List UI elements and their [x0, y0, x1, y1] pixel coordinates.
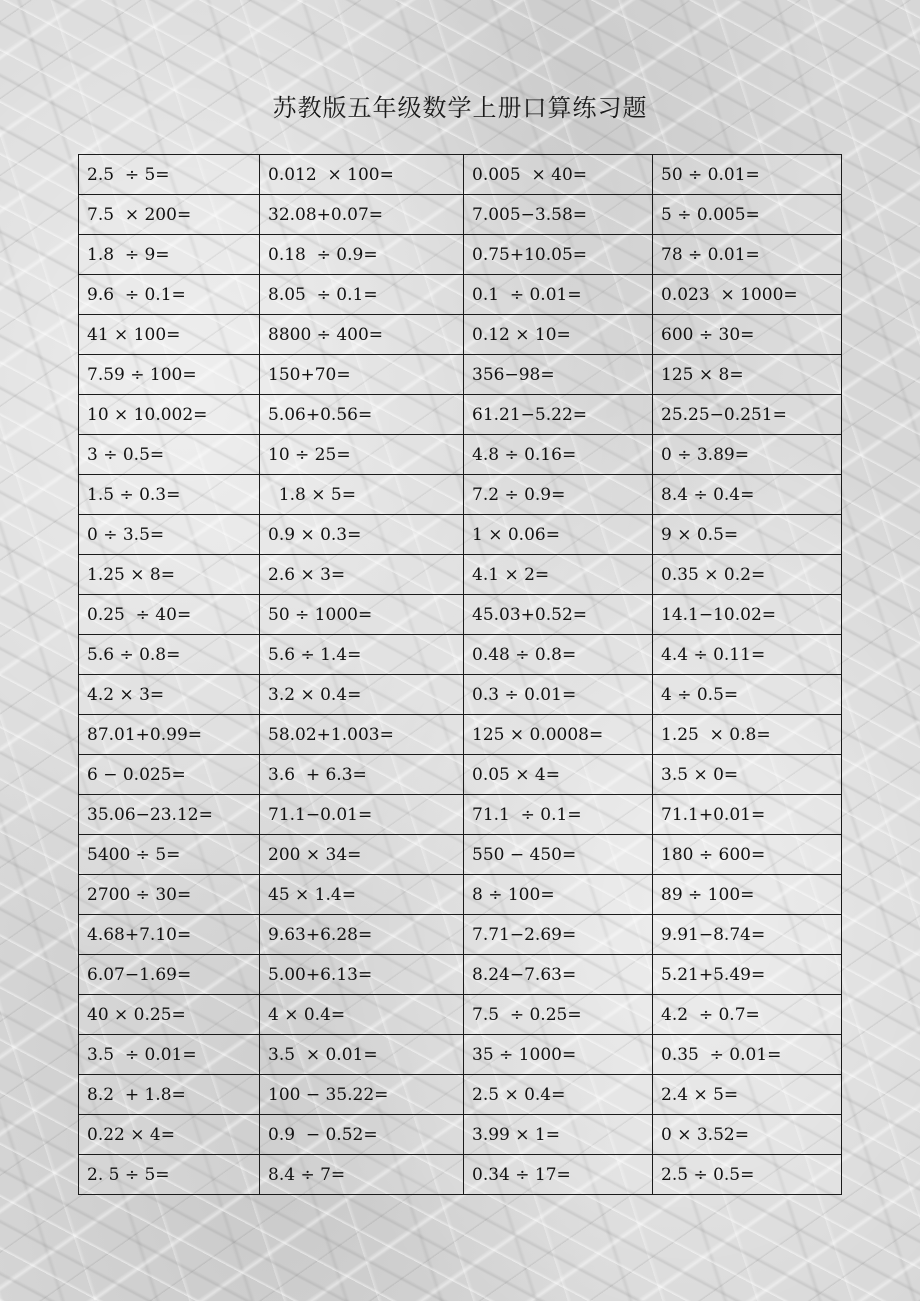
problem-cell: 4 × 0.4=	[260, 995, 464, 1035]
problem-cell: 41 × 100=	[79, 315, 260, 355]
problem-cell: 7.2 ÷ 0.9=	[464, 475, 653, 515]
problem-cell: 61.21−5.22=	[464, 395, 653, 435]
problem-cell: 0.25 ÷ 40=	[79, 595, 260, 635]
problem-cell: 25.25−0.251=	[653, 395, 842, 435]
problem-cell: 0.023 × 1000=	[653, 275, 842, 315]
problem-cell: 3.2 × 0.4=	[260, 675, 464, 715]
problem-cell: 7.5 ÷ 0.25=	[464, 995, 653, 1035]
table-row	[79, 915, 842, 955]
problem-cell: 3.99 × 1=	[464, 1115, 653, 1155]
problem-cell: 5 ÷ 0.005=	[653, 195, 842, 235]
problem-cell: 40 × 0.25=	[79, 995, 260, 1035]
problem-cell: 78 ÷ 0.01=	[653, 235, 842, 275]
arithmetic-table-body	[79, 155, 842, 1195]
problem-cell: 9 × 0.5=	[653, 515, 842, 555]
problem-cell: 8.2 + 1.8=	[79, 1075, 260, 1115]
problem-cell: 71.1+0.01=	[653, 795, 842, 835]
table-row	[79, 755, 842, 795]
problem-cell: 45 × 1.4=	[260, 875, 464, 915]
problem-cell: 5.6 ÷ 0.8=	[79, 635, 260, 675]
problem-cell: 0.9 − 0.52=	[260, 1115, 464, 1155]
problem-cell: 7.59 ÷ 100=	[79, 355, 260, 395]
problem-cell: 0 ÷ 3.5=	[79, 515, 260, 555]
problem-cell: 71.1 ÷ 0.1=	[464, 795, 653, 835]
problem-cell: 5400 ÷ 5=	[79, 835, 260, 875]
problem-cell: 0.005 × 40=	[464, 155, 653, 195]
problem-cell: 550 − 450=	[464, 835, 653, 875]
page-title: 苏教版五年级数学上册口算练习题	[272, 94, 648, 122]
problem-cell: 3.5 ÷ 0.01=	[79, 1035, 260, 1075]
table-row	[79, 515, 842, 555]
problem-cell: 180 ÷ 600=	[653, 835, 842, 875]
problem-cell: 2700 ÷ 30=	[79, 875, 260, 915]
problem-cell: 14.1−10.02=	[653, 595, 842, 635]
problem-cell: 8 ÷ 100=	[464, 875, 653, 915]
problem-cell: 7.5 × 200=	[79, 195, 260, 235]
problem-cell: 0.1 ÷ 0.01=	[464, 275, 653, 315]
problem-cell: 0.05 × 4=	[464, 755, 653, 795]
problem-cell: 2.5 × 0.4=	[464, 1075, 653, 1115]
problem-cell: 4 ÷ 0.5=	[653, 675, 842, 715]
problem-cell: 58.02+1.003=	[260, 715, 464, 755]
table-row	[79, 1115, 842, 1155]
problem-cell: 9.6 ÷ 0.1=	[79, 275, 260, 315]
problem-cell: 5.21+5.49=	[653, 955, 842, 995]
table-row	[79, 995, 842, 1035]
problem-cell: 89 ÷ 100=	[653, 875, 842, 915]
problem-cell: 2.5 ÷ 0.5=	[653, 1155, 842, 1195]
problem-cell: 3.6 + 6.3=	[260, 755, 464, 795]
problem-cell: 87.01+0.99=	[79, 715, 260, 755]
problem-cell: 4.2 ÷ 0.7=	[653, 995, 842, 1035]
table-row	[79, 1155, 842, 1195]
problem-cell: 7.71−2.69=	[464, 915, 653, 955]
problem-cell: 125 × 8=	[653, 355, 842, 395]
problem-cell: 50 ÷ 0.01=	[653, 155, 842, 195]
table-row	[79, 395, 842, 435]
problem-cell: 0.34 ÷ 17=	[464, 1155, 653, 1195]
table-row	[79, 555, 842, 595]
table-row	[79, 195, 842, 235]
problem-cell: 0.18 ÷ 0.9=	[260, 235, 464, 275]
table-row	[79, 235, 842, 275]
problem-cell: 0.48 ÷ 0.8=	[464, 635, 653, 675]
problem-cell: 10 × 10.002=	[79, 395, 260, 435]
table-row	[79, 795, 842, 835]
problem-cell: 8800 ÷ 400=	[260, 315, 464, 355]
problem-cell: 2. 5 ÷ 5=	[79, 1155, 260, 1195]
problem-cell: 1.25 × 0.8=	[653, 715, 842, 755]
problem-cell: 8.4 ÷ 7=	[260, 1155, 464, 1195]
problem-cell: 0 × 3.52=	[653, 1115, 842, 1155]
problem-cell: 4.4 ÷ 0.11=	[653, 635, 842, 675]
problem-cell: 5.00+6.13=	[260, 955, 464, 995]
problem-cell: 35 ÷ 1000=	[464, 1035, 653, 1075]
arithmetic-table	[78, 154, 842, 1195]
table-row	[79, 675, 842, 715]
table-row	[79, 435, 842, 475]
problem-cell: 71.1−0.01=	[260, 795, 464, 835]
problem-cell: 8.4 ÷ 0.4=	[653, 475, 842, 515]
problem-cell: 1.25 × 8=	[79, 555, 260, 595]
problem-cell: 200 × 34=	[260, 835, 464, 875]
problem-cell: 0.12 × 10=	[464, 315, 653, 355]
problem-cell: 2.6 × 3=	[260, 555, 464, 595]
problem-cell: 45.03+0.52=	[464, 595, 653, 635]
problem-cell: 4.2 × 3=	[79, 675, 260, 715]
table-row	[79, 715, 842, 755]
problem-cell: 8.05 ÷ 0.1=	[260, 275, 464, 315]
problem-cell: 9.91−8.74=	[653, 915, 842, 955]
table-row	[79, 355, 842, 395]
table-row	[79, 275, 842, 315]
problem-cell: 1 × 0.06=	[464, 515, 653, 555]
problem-cell: 9.63+6.28=	[260, 915, 464, 955]
problem-cell: 0.75+10.05=	[464, 235, 653, 275]
problem-cell: 32.08+0.07=	[260, 195, 464, 235]
table-row	[79, 1075, 842, 1115]
table-row	[79, 875, 842, 915]
problem-cell: 0.35 × 0.2=	[653, 555, 842, 595]
problem-cell: 3.5 × 0.01=	[260, 1035, 464, 1075]
problem-cell: 0.012 × 100=	[260, 155, 464, 195]
table-row	[79, 955, 842, 995]
problem-cell: 7.005−3.58=	[464, 195, 653, 235]
problem-cell: 1.8 ÷ 9=	[79, 235, 260, 275]
problem-cell: 356−98=	[464, 355, 653, 395]
problem-cell: 0.9 × 0.3=	[260, 515, 464, 555]
problem-cell: 50 ÷ 1000=	[260, 595, 464, 635]
table-row	[79, 475, 842, 515]
problem-cell: 0.35 ÷ 0.01=	[653, 1035, 842, 1075]
problem-cell: 5.6 ÷ 1.4=	[260, 635, 464, 675]
problem-cell: 100 − 35.22=	[260, 1075, 464, 1115]
table-row	[79, 155, 842, 195]
problem-cell: 6.07−1.69=	[79, 955, 260, 995]
problem-cell: 35.06−23.12=	[79, 795, 260, 835]
table-row	[79, 315, 842, 355]
problem-cell: 1.5 ÷ 0.3=	[79, 475, 260, 515]
problem-cell: 5.06+0.56=	[260, 395, 464, 435]
problem-cell: 4.8 ÷ 0.16=	[464, 435, 653, 475]
problem-cell: 125 × 0.0008=	[464, 715, 653, 755]
problem-cell: 2.5 ÷ 5=	[79, 155, 260, 195]
problem-cell: 1.8 × 5=	[260, 475, 464, 515]
problem-cell: 2.4 × 5=	[653, 1075, 842, 1115]
problem-cell: 3.5 × 0=	[653, 755, 842, 795]
problem-cell: 0.22 × 4=	[79, 1115, 260, 1155]
problem-cell: 0 ÷ 3.89=	[653, 435, 842, 475]
table-row	[79, 635, 842, 675]
problem-cell: 6 − 0.025=	[79, 755, 260, 795]
problem-cell: 600 ÷ 30=	[653, 315, 842, 355]
problem-cell: 4.1 × 2=	[464, 555, 653, 595]
table-row	[79, 835, 842, 875]
problem-cell: 3 ÷ 0.5=	[79, 435, 260, 475]
table-row	[79, 1035, 842, 1075]
problem-cell: 10 ÷ 25=	[260, 435, 464, 475]
problem-cell: 8.24−7.63=	[464, 955, 653, 995]
problem-cell: 0.3 ÷ 0.01=	[464, 675, 653, 715]
problem-cell: 4.68+7.10=	[79, 915, 260, 955]
problem-cell: 150+70=	[260, 355, 464, 395]
table-row	[79, 595, 842, 635]
